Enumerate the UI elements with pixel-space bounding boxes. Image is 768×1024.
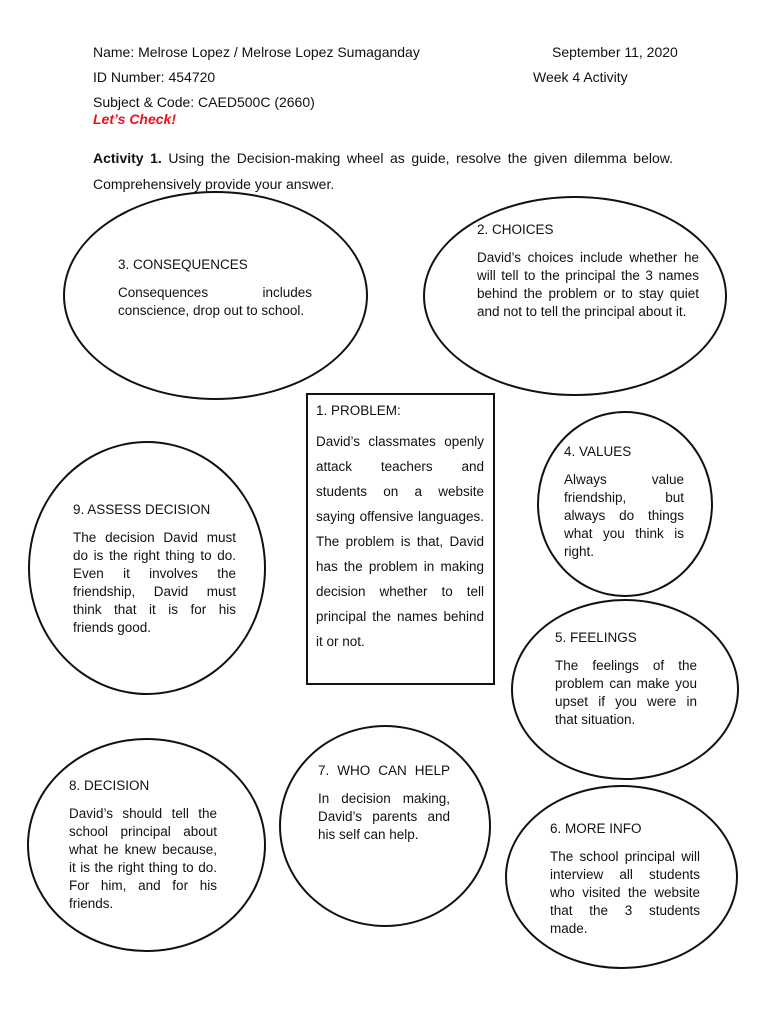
lets-check-heading: Let’s Check! [93,111,176,127]
subject-code: Subject & Code: CAED500C (2660) [93,94,315,110]
choices-title: 2. CHOICES [477,222,554,237]
decision-title: 8. DECISION [69,778,150,793]
activity-instruction [93,145,673,197]
more-info-block [550,820,700,938]
assess-decision-text: The decision David must do is the right thing to do. Even it involves the friendship, David must think that it is for his friends good. [73,530,236,635]
who-can-help-text: In decision making, David’s parents and his self can help. [318,791,450,842]
more-info-text: The school principal will interview all students who visited the website that the 3 students made. [550,849,700,936]
feelings-block [555,629,697,729]
week-activity: Week 4 Activity [533,69,628,85]
problem-text: David’s classmates openly attack teachers and students on a website saying offensive languages. The problem is that, David has the problem in making decision whether to tell principal the names behind it or not. [316,434,484,649]
student-name: Name: Melrose Lopez / Melrose Lopez Sumaganday [93,44,420,60]
who-can-help-block [318,762,450,844]
decision-block [69,777,217,915]
values-text: Always value friendship, but always do things what you think is right. [564,472,684,559]
assess-decision-title: 9. ASSESS DECISION [73,502,211,517]
consequences-block [118,256,312,320]
consequences-title: 3. CONSEQUENCES [118,257,248,272]
more-info-title: 6. MORE INFO [550,821,642,836]
decision-text: David’s should tell the school principal about what he knew because, it is the right thing to do. For him, and for his friends. [69,806,217,911]
date: September 11, 2020 [552,44,678,60]
consequences-text: Consequences includes conscience, drop out to school. [118,285,312,318]
assess-decision-block [73,501,236,637]
problem-block [316,398,484,654]
choices-text: David’s choices include whether he will tell to the principal the 3 names behind the problem or to stay quiet and not to tell the principal about it. [477,250,699,319]
values-title: 4. VALUES [564,444,632,459]
feelings-title: 5. FEELINGS [555,630,637,645]
values-block [564,443,684,561]
problem-title: 1. PROBLEM: [316,403,401,418]
feelings-text: The feelings of the problem can make you upset if you were in that situation. [555,658,697,727]
activity-label: Activity 1. [93,150,162,166]
id-number: ID Number: 454720 [93,69,216,85]
who-can-help-title: 7. WHO CAN HELP [318,763,450,778]
choices-block [477,221,699,321]
activity-text: Using the Decision-making wheel as guide, resolve the given dilemma below. Comprehensively provide your answer. [93,150,674,192]
